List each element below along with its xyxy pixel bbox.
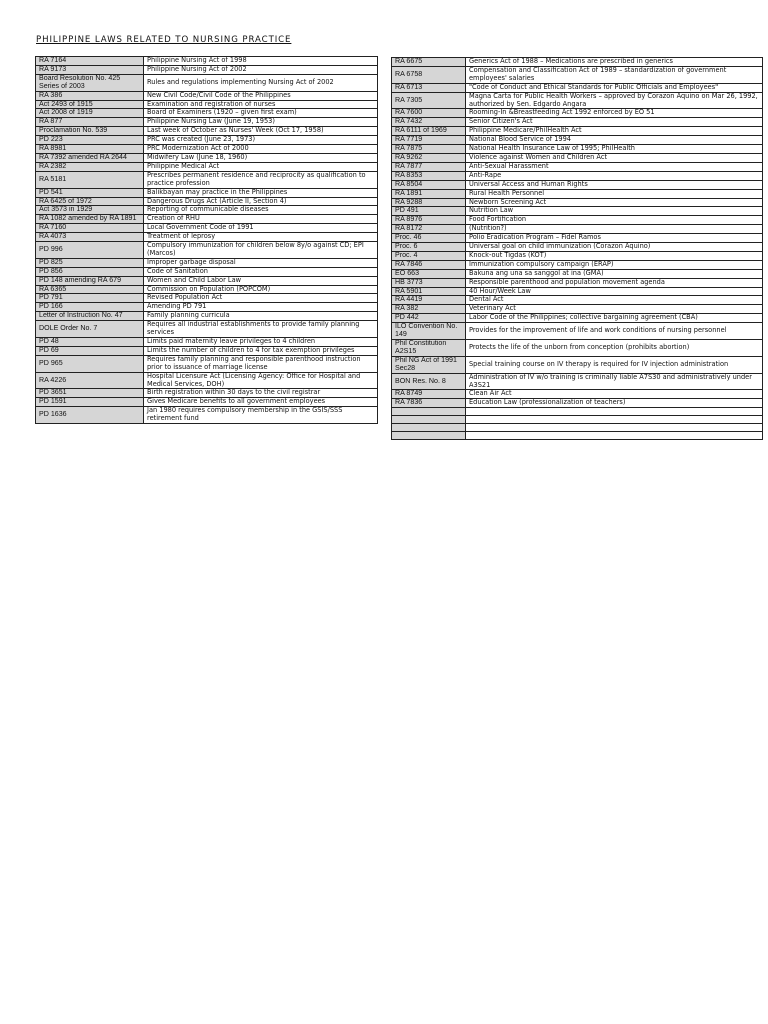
table-row — [392, 153, 763, 162]
table-row — [392, 66, 763, 83]
law-description-cell: Reporting of communicable diseases — [144, 206, 378, 215]
law-description-cell: Senior Citizen's Act — [466, 118, 763, 127]
law-code-cell: RA 7305 — [392, 92, 466, 109]
law-description-cell: Limits the number of children to 4 for tax exemption privileges — [144, 346, 378, 355]
law-code-cell: RA 6675 — [392, 58, 466, 67]
law-description-cell: Code of Sanitation — [144, 267, 378, 276]
table-row — [36, 338, 378, 347]
law-code-cell: RA 5181 — [36, 171, 144, 188]
law-description-cell: Anti-Rape — [466, 171, 763, 180]
law-code-cell: RA 8981 — [36, 145, 144, 154]
table-row — [392, 296, 763, 305]
table-row — [36, 267, 378, 276]
law-description-cell: "Code of Conduct and Ethical Standards for Public Officials and Employees" — [466, 83, 763, 92]
law-description-cell: Labor Code of the Philippines; collective bargaining agreement (CBA) — [466, 314, 763, 323]
law-code-cell: Act 3573 in 1929 — [36, 206, 144, 215]
law-code-cell: Act 2493 of 1915 — [36, 100, 144, 109]
law-code-cell: PD 856 — [36, 267, 144, 276]
table-row — [36, 162, 378, 171]
law-code-cell: BON Res. No. 8 — [392, 373, 466, 390]
law-description-cell: PRC Modernization Act of 2000 — [144, 145, 378, 154]
table-row — [392, 109, 763, 118]
table-row — [392, 390, 763, 399]
law-code-cell — [392, 432, 466, 440]
law-code-cell: PD 48 — [36, 338, 144, 347]
law-description-cell: Veterinary Act — [466, 305, 763, 314]
table-row — [392, 58, 763, 67]
law-code-cell: RA 7875 — [392, 145, 466, 154]
law-code-cell: HB 3773 — [392, 278, 466, 287]
table-row — [36, 303, 378, 312]
left-laws-table — [35, 56, 378, 424]
table-row — [392, 323, 763, 340]
law-code-cell: RA 7432 — [392, 118, 466, 127]
law-code-cell: RA 382 — [392, 305, 466, 314]
law-code-cell: PD 791 — [36, 294, 144, 303]
law-description-cell: Clean Air Act — [466, 390, 763, 399]
law-code-cell: Act 2008 of 1919 — [36, 109, 144, 118]
table-row — [392, 340, 763, 357]
law-description-cell: Limits paid maternity leave privileges to 4 children — [144, 338, 378, 347]
law-code-cell: RA 6425 of 1972 — [36, 197, 144, 206]
table-row — [36, 285, 378, 294]
law-code-cell: RA 8749 — [392, 390, 466, 399]
law-description-cell: Requires all industrial establishments to provide family planning services — [144, 321, 378, 338]
table-row — [36, 321, 378, 338]
law-description-cell: Philippine Medical Act — [144, 162, 378, 171]
law-description-cell: Philippine Medicare/PhilHealth Act — [466, 127, 763, 136]
law-description-cell: (Nutrition?) — [466, 225, 763, 234]
table-row — [36, 346, 378, 355]
table-row — [392, 127, 763, 136]
table-row — [392, 251, 763, 260]
law-description-cell: Treatment of leprosy — [144, 233, 378, 242]
law-code-cell: RA 6365 — [36, 285, 144, 294]
law-description-cell: National Health Insurance Law of 1995; PhilHealth — [466, 145, 763, 154]
table-row — [392, 189, 763, 198]
law-code-cell: RA 7160 — [36, 224, 144, 233]
table-row — [36, 215, 378, 224]
table-row — [392, 243, 763, 252]
law-code-cell: PD 1636 — [36, 407, 144, 424]
law-description-cell — [466, 432, 763, 440]
law-code-cell: Proc. 4 — [392, 251, 466, 260]
law-code-cell: PD 166 — [36, 303, 144, 312]
law-code-cell: RA 9262 — [392, 153, 466, 162]
law-description-cell: National Blood Service of 1994 — [466, 136, 763, 145]
law-description-cell: Dental Act — [466, 296, 763, 305]
law-description-cell: Rooming-In &Breastfeeding Act 1992 enforced by EO 51 — [466, 109, 763, 118]
law-code-cell: RA 2382 — [36, 162, 144, 171]
law-description-cell: Universal Access and Human Rights — [466, 180, 763, 189]
table-row — [36, 171, 378, 188]
law-description-cell: Women and Child Labor Law — [144, 276, 378, 285]
law-description-cell: Balikbayan may practice in the Philippines — [144, 188, 378, 197]
table-row — [392, 171, 763, 180]
table-row — [36, 242, 378, 259]
law-description-cell: Provides for the improvement of life and work conditions of nursing personnel — [466, 323, 763, 340]
law-description-cell: Knock-out Tigdas (KOT) — [466, 251, 763, 260]
law-code-cell: RA 8353 — [392, 171, 466, 180]
table-row — [392, 314, 763, 323]
table-row — [392, 83, 763, 92]
law-code-cell: RA 7719 — [392, 136, 466, 145]
table-row — [36, 206, 378, 215]
law-description-cell: Requires family planning and responsible parenthood instruction prior to issuance of marriage license — [144, 355, 378, 372]
law-description-cell: Philippine Nursing Act of 2002 — [144, 65, 378, 74]
law-description-cell: Examination and registration of nurses — [144, 100, 378, 109]
table-row — [36, 389, 378, 398]
law-description-cell: Philippine Nursing Act of 1998 — [144, 57, 378, 66]
table-row — [36, 312, 378, 321]
table-row — [36, 407, 378, 424]
law-code-cell: PD 541 — [36, 188, 144, 197]
law-description-cell: Board of Examiners (1920 – given first exam) — [144, 109, 378, 118]
table-row — [36, 74, 378, 91]
table-row — [392, 207, 763, 216]
law-code-cell: RA 9173 — [36, 65, 144, 74]
law-code-cell: PD 148 amending RA 679 — [36, 276, 144, 285]
law-description-cell: PRC was created (June 23, 1973) — [144, 136, 378, 145]
table-row — [392, 180, 763, 189]
law-description-cell: Food Fortification — [466, 216, 763, 225]
law-code-cell: EO 663 — [392, 269, 466, 278]
law-code-cell: RA 6713 — [392, 83, 466, 92]
law-description-cell: Compensation and Classification Act of 1989 – standardization of government employees' salaries — [466, 66, 763, 83]
law-description-cell: Last week of October as Nurses' Week (Oct 17, 1958) — [144, 127, 378, 136]
table-row — [36, 294, 378, 303]
law-description-cell: Polio Eradication Program – Fidel Ramos — [466, 234, 763, 243]
table-row — [36, 224, 378, 233]
law-code-cell: PD 491 — [392, 207, 466, 216]
law-description-cell: Anti-Sexual Harassment — [466, 162, 763, 171]
law-description-cell: Birth registration within 30 days to the civil registrar — [144, 389, 378, 398]
law-description-cell: Creation of RHU — [144, 215, 378, 224]
law-code-cell: PD 996 — [36, 242, 144, 259]
law-description-cell: Amending PD 791 — [144, 303, 378, 312]
law-code-cell: PD 69 — [36, 346, 144, 355]
law-code-cell: DOLE Order No. 7 — [36, 321, 144, 338]
law-code-cell: PD 825 — [36, 258, 144, 267]
law-code-cell: RA 7392 amended RA 2644 — [36, 153, 144, 162]
law-description-cell: Magna Carta for Public Health Workers – approved by Corazon Aquino on Mar 26, 1992, authorized by Sen. Edgardo Angara — [466, 92, 763, 109]
law-code-cell: RA 7846 — [392, 260, 466, 269]
law-description-cell: Generics Act of 1988 – Medications are prescribed in generics — [466, 58, 763, 67]
law-code-cell: Phil Constitution A2S15 — [392, 340, 466, 357]
table-row — [392, 416, 763, 424]
law-description-cell: Education Law (professionalization of teachers) — [466, 399, 763, 408]
law-code-cell: PD 1591 — [36, 398, 144, 407]
law-code-cell: RA 9288 — [392, 198, 466, 207]
law-code-cell — [392, 408, 466, 416]
law-description-cell: Administration of IV w/o training is criminally liable A7S30 and administratively under A3S21 — [466, 373, 763, 390]
table-row — [392, 216, 763, 225]
page-title: PHILIPPINE LAWS RELATED TO NURSING PRACTICE — [36, 35, 292, 45]
table-row — [36, 258, 378, 267]
table-row — [36, 197, 378, 206]
law-description-cell: Bakuna ang una sa sanggol at ina (GMA) — [466, 269, 763, 278]
law-description-cell: Prescribes permanent residence and reciprocity as qualification to practice profession — [144, 171, 378, 188]
table-row — [36, 355, 378, 372]
left-table-body — [36, 57, 378, 424]
law-description-cell: Dangerous Drugs Act (Article II, Section 4) — [144, 197, 378, 206]
right-table-body — [392, 58, 763, 440]
law-code-cell: RA 7836 — [392, 399, 466, 408]
law-description-cell: Jan 1980 requires compulsory membership in the GSIS/SSS retirement fund — [144, 407, 378, 424]
table-row — [36, 276, 378, 285]
law-description-cell: Nutrition Law — [466, 207, 763, 216]
law-code-cell — [392, 416, 466, 424]
law-description-cell: 40 Hour/Week Law — [466, 287, 763, 296]
table-row — [36, 100, 378, 109]
table-row — [392, 198, 763, 207]
law-code-cell: Proc. 6 — [392, 243, 466, 252]
law-code-cell: RA 7877 — [392, 162, 466, 171]
table-row — [392, 118, 763, 127]
law-code-cell: RA 6758 — [392, 66, 466, 83]
law-code-cell: RA 1891 — [392, 189, 466, 198]
law-code-cell — [392, 424, 466, 432]
law-description-cell: Philippine Nursing Law (June 19, 1953) — [144, 118, 378, 127]
table-row — [392, 408, 763, 416]
table-row — [392, 225, 763, 234]
law-code-cell: RA 8976 — [392, 216, 466, 225]
law-description-cell: New Civil Code/Civil Code of the Philippines — [144, 91, 378, 100]
table-row — [392, 234, 763, 243]
law-code-cell: ILO Convention No. 149 — [392, 323, 466, 340]
law-description-cell: Local Government Code of 1991 — [144, 224, 378, 233]
law-code-cell: RA 5901 — [392, 287, 466, 296]
table-row — [36, 153, 378, 162]
law-description-cell: Rules and regulations implementing Nursing Act of 2002 — [144, 74, 378, 91]
table-row — [36, 65, 378, 74]
table-row — [36, 57, 378, 66]
law-description-cell: Special training course on IV therapy is required for IV injection administration — [466, 356, 763, 373]
law-code-cell: RA 7164 — [36, 57, 144, 66]
law-code-cell: PD 223 — [36, 136, 144, 145]
law-code-cell: RA 1082 amended by RA 1891 — [36, 215, 144, 224]
table-row — [36, 372, 378, 389]
law-code-cell: RA 4226 — [36, 372, 144, 389]
law-code-cell: Letter of Instruction No. 47 — [36, 312, 144, 321]
law-description-cell: Midwifery Law (June 18, 1960) — [144, 153, 378, 162]
table-row — [392, 136, 763, 145]
law-description-cell: Immunization compulsory campaign (ERAP) — [466, 260, 763, 269]
law-code-cell: PD 3651 — [36, 389, 144, 398]
law-code-cell: RA 4073 — [36, 233, 144, 242]
law-code-cell: RA 7600 — [392, 109, 466, 118]
table-row — [392, 162, 763, 171]
law-description-cell: Responsible parenthood and population movement agenda — [466, 278, 763, 287]
table-row — [36, 188, 378, 197]
law-description-cell: Commission on Population (POPCOM) — [144, 285, 378, 294]
law-code-cell: RA 386 — [36, 91, 144, 100]
law-description-cell: Improper garbage disposal — [144, 258, 378, 267]
law-description-cell — [466, 416, 763, 424]
table-row — [36, 118, 378, 127]
table-row — [392, 424, 763, 432]
right-laws-table — [391, 57, 763, 440]
table-row — [392, 432, 763, 440]
law-code-cell: PD 442 — [392, 314, 466, 323]
table-row — [392, 278, 763, 287]
law-description-cell: Newborn Screening Act — [466, 198, 763, 207]
law-code-cell: RA 4419 — [392, 296, 466, 305]
table-row — [392, 260, 763, 269]
table-row — [392, 92, 763, 109]
table-row — [36, 91, 378, 100]
table-row — [36, 127, 378, 136]
law-code-cell: RA 877 — [36, 118, 144, 127]
law-description-cell: Compulsory immunization for children below 8y/o against CD; EPI (Marcos) — [144, 242, 378, 259]
law-description-cell: Family planning curricula — [144, 312, 378, 321]
table-row — [36, 136, 378, 145]
table-row — [36, 109, 378, 118]
law-description-cell — [466, 424, 763, 432]
law-description-cell: Protects the life of the unborn from conception (prohibits abortion) — [466, 340, 763, 357]
law-description-cell: Revised Population Act — [144, 294, 378, 303]
table-row — [392, 305, 763, 314]
table-row — [392, 145, 763, 154]
law-code-cell: Proclamation No. 539 — [36, 127, 144, 136]
law-description-cell: Universal goal on child immunization (Corazon Aquino) — [466, 243, 763, 252]
law-code-cell: RA 8504 — [392, 180, 466, 189]
table-row — [392, 269, 763, 278]
table-row — [392, 399, 763, 408]
law-description-cell: Violence against Women and Children Act — [466, 153, 763, 162]
law-code-cell: PD 965 — [36, 355, 144, 372]
table-row — [392, 373, 763, 390]
table-row — [36, 145, 378, 154]
law-description-cell: Gives Medicare benefits to all government employees — [144, 398, 378, 407]
law-description-cell: Rural Health Personnel — [466, 189, 763, 198]
law-code-cell: RA 6111 of 1969 — [392, 127, 466, 136]
table-row — [36, 398, 378, 407]
table-row — [392, 287, 763, 296]
table-row — [36, 233, 378, 242]
law-description-cell: Hospital Licensure Act (Licensing Agency: Office for Hospital and Medical Services, DOH) — [144, 372, 378, 389]
law-code-cell: Proc. 46 — [392, 234, 466, 243]
law-code-cell: Phil NG Act of 1991 Sec28 — [392, 356, 466, 373]
table-row — [392, 356, 763, 373]
law-code-cell: RA 8172 — [392, 225, 466, 234]
law-description-cell — [466, 408, 763, 416]
law-code-cell: Board Resolution No. 425 Series of 2003 — [36, 74, 144, 91]
